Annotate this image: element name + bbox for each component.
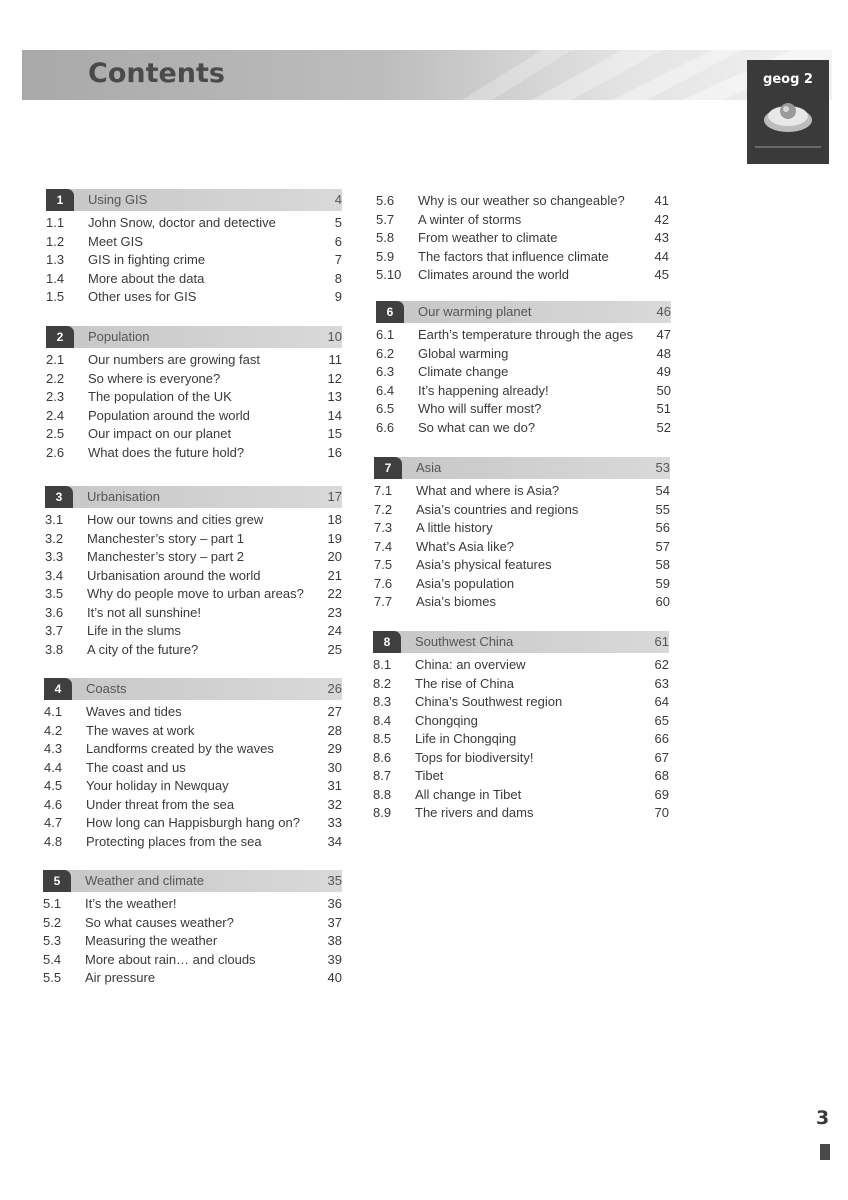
entry-title: Manchester’s story – part 2 <box>87 549 245 564</box>
toc-entry[interactable] <box>376 229 669 248</box>
entry-page: 59 <box>655 575 670 591</box>
entry-number: 4.7 <box>44 815 63 830</box>
entry-page: 23 <box>327 604 342 620</box>
entry-number: 8.7 <box>373 768 392 783</box>
toc-entry[interactable] <box>373 804 669 823</box>
toc-entry[interactable] <box>46 351 342 370</box>
entry-title: Our numbers are growing fast <box>88 352 260 367</box>
section-title: Population <box>88 329 150 344</box>
toc-entry[interactable] <box>376 326 671 345</box>
toc-entry[interactable] <box>46 388 342 407</box>
toc-entry[interactable] <box>374 575 670 594</box>
entry-page: 49 <box>656 364 671 379</box>
section-title: Our warming planet <box>418 304 532 319</box>
entry-title: The factors that influence climate <box>418 248 609 264</box>
entry-number: 2.1 <box>46 352 65 367</box>
entry-title: China’s Southwest region <box>415 694 563 709</box>
toc-entry[interactable] <box>374 538 670 557</box>
toc-entry[interactable] <box>374 519 670 538</box>
entry-page: 12 <box>327 370 342 386</box>
entry-number: 6.5 <box>376 401 395 416</box>
page-marker <box>820 1144 830 1160</box>
section-number: 2 <box>46 326 74 348</box>
entry-title: Asia’s physical features <box>416 557 552 572</box>
entry-title: Why do people move to urban areas? <box>87 586 304 601</box>
entry-number: 5.8 <box>376 230 395 245</box>
entry-number: 2.4 <box>46 407 65 423</box>
section-page: 35 <box>327 873 342 888</box>
entry-page: 13 <box>327 389 342 404</box>
entry-number: 5.1 <box>43 896 62 911</box>
entry-number: 4.5 <box>44 778 63 793</box>
section-page: 10 <box>327 329 342 344</box>
entry-page: 63 <box>654 675 669 691</box>
entry-number: 8.2 <box>373 675 392 691</box>
toc-entry[interactable] <box>44 796 342 815</box>
toc-entry[interactable] <box>374 593 670 612</box>
section-page: 53 <box>655 460 670 475</box>
entry-title: The population of the UK <box>88 389 232 404</box>
entry-number: 8.4 <box>373 712 392 728</box>
entry-number: 1.3 <box>46 252 65 267</box>
entry-title: The waves at work <box>86 722 195 738</box>
entry-title: What does the future hold? <box>88 444 245 460</box>
entry-title: Our impact on our planet <box>88 426 232 441</box>
entry-number: 3.5 <box>45 586 64 601</box>
section-5 <box>43 870 342 988</box>
entry-number: 7.2 <box>374 501 393 517</box>
entry-title: What and where is Asia? <box>416 483 560 498</box>
entry-number: 8.1 <box>373 657 392 672</box>
entry-page: 36 <box>327 896 342 911</box>
entry-number: 7.7 <box>374 594 393 609</box>
section-3 <box>45 486 342 659</box>
entry-number: 1.5 <box>46 289 65 304</box>
entry-page: 22 <box>327 586 342 601</box>
toc-entry[interactable] <box>46 407 342 426</box>
entry-title: How our towns and cities grew <box>87 512 264 527</box>
entry-title: Asia’s countries and regions <box>416 501 579 517</box>
entry-title: Population around the world <box>88 407 250 423</box>
toc-entry[interactable] <box>373 786 669 805</box>
entry-number: 2.6 <box>46 444 65 460</box>
section-4 <box>44 678 342 851</box>
entry-page: 25 <box>327 641 342 657</box>
section-header[interactable] <box>46 326 342 348</box>
entry-title: GIS in fighting crime <box>88 252 206 267</box>
entry-page: 44 <box>654 248 669 264</box>
entry-page: 65 <box>654 712 669 728</box>
toc-entry[interactable] <box>374 501 670 520</box>
section-title: Asia <box>416 460 442 475</box>
entry-page: 16 <box>327 444 342 460</box>
section-title: Using GIS <box>88 192 148 207</box>
entry-page: 5 <box>334 215 342 230</box>
entry-page: 51 <box>656 401 671 416</box>
toc-entry[interactable] <box>46 233 342 252</box>
entry-title: Waves and tides <box>86 704 182 719</box>
entry-title: A city of the future? <box>87 641 199 657</box>
entry-page: 52 <box>656 419 671 435</box>
section-title: Weather and climate <box>85 873 204 888</box>
entry-page: 64 <box>654 694 669 709</box>
toc-entry[interactable] <box>44 722 342 741</box>
entry-page: 18 <box>327 512 342 527</box>
entry-title: Earth’s temperature through the ages <box>418 327 634 342</box>
entry-title: So where is everyone? <box>88 370 221 386</box>
toc-entry[interactable] <box>373 693 669 712</box>
section-6 <box>376 301 671 437</box>
entry-title: More about the data <box>88 270 205 286</box>
entry-number: 5.9 <box>376 248 395 264</box>
section-number: 4 <box>44 678 72 700</box>
section-header[interactable] <box>46 189 342 211</box>
toc-entry[interactable] <box>373 656 669 675</box>
entry-page: 60 <box>655 594 670 609</box>
entry-title: Protecting places from the sea <box>86 833 262 849</box>
entry-page: 31 <box>327 778 342 793</box>
toc-entry[interactable] <box>376 382 671 401</box>
entry-number: 6.3 <box>376 364 395 379</box>
section-header[interactable] <box>376 301 671 323</box>
entry-number: 3.3 <box>45 549 64 564</box>
entry-number: 3.2 <box>45 530 64 546</box>
entry-page: 66 <box>654 731 669 746</box>
entry-page: 8 <box>334 270 342 286</box>
entry-number: 6.4 <box>376 382 395 398</box>
toc-entry[interactable] <box>44 814 342 833</box>
entry-page: 57 <box>655 538 670 554</box>
toc-entry[interactable] <box>376 419 671 438</box>
section-page: 17 <box>327 489 342 504</box>
toc-entry[interactable] <box>376 266 669 285</box>
entry-title: Chongqing <box>415 712 478 728</box>
entry-number: 8.8 <box>373 786 392 802</box>
entry-number: 1.1 <box>46 215 65 230</box>
toc-entry[interactable] <box>376 363 671 382</box>
entry-title: Global warming <box>418 345 509 361</box>
entry-title: Climate change <box>418 364 509 379</box>
toc-entry[interactable] <box>376 248 669 267</box>
entry-page: 43 <box>654 230 669 245</box>
toc-entry[interactable] <box>45 604 342 623</box>
contents-banner <box>22 50 832 100</box>
entry-title: Air pressure <box>85 970 156 985</box>
toc-entry[interactable] <box>46 270 342 289</box>
entry-number: 4.6 <box>44 796 63 812</box>
toc-entry[interactable] <box>43 969 342 988</box>
entry-number: 4.2 <box>44 722 63 738</box>
entry-title: The coast and us <box>86 759 186 775</box>
entry-page: 62 <box>654 657 669 672</box>
section-title: Urbanisation <box>87 489 160 504</box>
toc-entry[interactable] <box>46 251 342 270</box>
toc-entry[interactable] <box>45 585 342 604</box>
entry-number: 6.2 <box>376 345 395 361</box>
entry-title: So what causes weather? <box>85 914 234 930</box>
section-page: 4 <box>334 192 342 207</box>
entry-number: 2.3 <box>46 389 65 404</box>
section-page: 26 <box>327 681 342 696</box>
entry-title: Climates around the world <box>418 267 570 282</box>
entry-page: 6 <box>334 233 342 249</box>
section-header[interactable] <box>45 486 342 508</box>
toc-entry[interactable] <box>45 530 342 549</box>
entry-page: 15 <box>327 426 342 441</box>
entry-title: It’s not all sunshine! <box>87 604 201 620</box>
entry-number: 4.1 <box>44 704 63 719</box>
section-title: Coasts <box>86 681 127 696</box>
entry-number: 4.3 <box>44 741 63 756</box>
entry-page: 27 <box>327 704 342 719</box>
toc-entry[interactable] <box>45 641 342 660</box>
section-number: 8 <box>373 631 401 653</box>
entry-title: Manchester’s story – part 1 <box>87 530 245 546</box>
entry-title: A little history <box>416 520 493 535</box>
section-number: 7 <box>374 457 402 479</box>
entry-number: 1.2 <box>46 233 65 249</box>
entry-page: 33 <box>327 815 342 830</box>
toc-entry[interactable] <box>373 675 669 694</box>
cover-globe-icon <box>759 96 817 136</box>
entry-title: How long can Happisburgh hang on? <box>86 815 300 830</box>
section-page: 46 <box>656 304 671 319</box>
page-number: 3 <box>816 1107 830 1129</box>
entry-number: 7.3 <box>374 520 393 535</box>
toc-entry[interactable] <box>45 511 342 530</box>
entry-title: Under threat from the sea <box>86 796 235 812</box>
entry-title: It’s the weather! <box>85 896 177 911</box>
section-1 <box>46 189 342 307</box>
toc-entry[interactable] <box>44 833 342 852</box>
section-header[interactable] <box>44 678 342 700</box>
toc-entry[interactable] <box>45 567 342 586</box>
toc-entry[interactable] <box>374 482 670 501</box>
entry-number: 8.6 <box>373 749 392 765</box>
entry-title: Tibet <box>415 768 444 783</box>
entry-page: 20 <box>327 549 342 564</box>
entry-page: 42 <box>654 211 669 227</box>
entry-page: 30 <box>327 759 342 775</box>
entry-title: Other uses for GIS <box>88 289 197 304</box>
section-2 <box>46 326 342 462</box>
entry-page: 29 <box>327 741 342 756</box>
entry-title: Landforms created by the waves <box>86 741 274 756</box>
entry-page: 38 <box>327 933 342 948</box>
toc-entry[interactable] <box>376 192 669 211</box>
toc-entry[interactable] <box>374 556 670 575</box>
entry-number: 3.1 <box>45 512 64 527</box>
entry-title: A winter of storms <box>418 211 522 227</box>
book-cover <box>747 60 829 164</box>
section-number: 5 <box>43 870 71 892</box>
entry-number: 5.10 <box>376 267 402 282</box>
entry-number: 5.5 <box>43 970 62 985</box>
entry-number: 3.7 <box>45 623 64 638</box>
entry-page: 50 <box>656 382 671 398</box>
entry-page: 39 <box>327 951 342 967</box>
toc-entry[interactable] <box>376 400 671 419</box>
cover-footer-line <box>755 146 821 148</box>
toc-entry[interactable] <box>43 895 342 914</box>
entry-title: It’s happening already! <box>418 382 549 398</box>
entry-number: 4.8 <box>44 833 63 849</box>
entry-title: So what can we do? <box>418 419 536 435</box>
entry-title: Who will suffer most? <box>418 401 542 416</box>
entry-number: 7.4 <box>374 538 393 554</box>
section-number: 3 <box>45 486 73 508</box>
section-number: 1 <box>46 189 74 211</box>
toc-entry[interactable] <box>373 749 669 768</box>
entry-number: 7.6 <box>374 575 393 591</box>
entry-title: Measuring the weather <box>85 933 218 948</box>
entry-page: 58 <box>655 557 670 572</box>
toc-entry[interactable] <box>46 214 342 233</box>
toc-entry[interactable] <box>43 951 342 970</box>
toc-entry[interactable] <box>43 932 342 951</box>
entry-number: 6.1 <box>376 327 395 342</box>
section-title: Southwest China <box>415 634 514 649</box>
entry-number: 1.4 <box>46 270 65 286</box>
entry-number: 2.2 <box>46 370 65 386</box>
entry-page: 14 <box>327 407 342 423</box>
toc-entry[interactable] <box>43 914 342 933</box>
toc-entry[interactable] <box>45 548 342 567</box>
toc-entry[interactable] <box>44 740 342 759</box>
toc-entry[interactable] <box>46 370 342 389</box>
entry-page: 7 <box>334 252 342 267</box>
entry-page: 37 <box>327 914 342 930</box>
cover-title: geog 2 <box>763 72 813 87</box>
page-title: Contents <box>88 58 226 89</box>
section-header[interactable] <box>43 870 342 892</box>
toc-entry[interactable] <box>376 211 669 230</box>
toc-entry[interactable] <box>373 712 669 731</box>
entry-page: 9 <box>334 289 342 304</box>
toc-entry[interactable] <box>45 622 342 641</box>
entry-title: The rivers and dams <box>415 805 534 820</box>
section-number: 6 <box>376 301 404 323</box>
entry-page: 47 <box>656 327 671 342</box>
toc-entry[interactable] <box>44 703 342 722</box>
entry-number: 5.2 <box>43 914 62 930</box>
toc-entry[interactable] <box>44 777 342 796</box>
section-8 <box>373 631 669 823</box>
entry-page: 28 <box>327 722 342 738</box>
entry-title: Asia’s biomes <box>416 594 496 609</box>
entry-number: 7.1 <box>374 483 393 498</box>
section-header[interactable] <box>373 631 669 653</box>
entry-page: 11 <box>328 352 342 367</box>
section-continued <box>376 189 669 285</box>
entry-page: 70 <box>654 805 669 820</box>
entry-page: 48 <box>656 345 671 361</box>
section-header[interactable] <box>374 457 670 479</box>
toc-entry[interactable] <box>46 288 342 307</box>
entry-title: All change in Tibet <box>415 786 522 802</box>
entry-title: What’s Asia like? <box>416 538 515 554</box>
entry-page: 54 <box>655 483 670 498</box>
entry-page: 67 <box>654 749 669 765</box>
entry-number: 5.4 <box>43 951 62 967</box>
toc-entry[interactable] <box>46 425 342 444</box>
entry-number: 3.8 <box>45 641 64 657</box>
toc-entry[interactable] <box>373 730 669 749</box>
toc-entry[interactable] <box>376 345 671 364</box>
entry-page: 24 <box>327 623 342 638</box>
entry-number: 4.4 <box>44 759 63 775</box>
entry-number: 7.5 <box>374 557 393 572</box>
entry-title: John Snow, doctor and detective <box>88 215 276 230</box>
entry-page: 69 <box>654 786 669 802</box>
entry-page: 19 <box>327 530 342 546</box>
entry-title: Life in Chongqing <box>415 731 517 746</box>
entry-title: From weather to climate <box>418 230 558 245</box>
entry-page: 21 <box>327 567 342 583</box>
entry-number: 3.4 <box>45 567 64 583</box>
entry-number: 5.7 <box>376 211 395 227</box>
entry-number: 2.5 <box>46 426 65 441</box>
entry-number: 8.3 <box>373 694 392 709</box>
entry-page: 45 <box>654 267 669 282</box>
entry-title: Your holiday in Newquay <box>86 778 229 793</box>
entry-page: 55 <box>655 501 670 517</box>
entry-page: 56 <box>655 520 670 535</box>
entry-title: Tops for biodiversity! <box>415 749 534 765</box>
entry-title: Life in the slums <box>87 623 181 638</box>
entry-number: 8.5 <box>373 731 392 746</box>
toc-entry[interactable] <box>373 767 669 786</box>
toc-entry[interactable] <box>46 444 342 463</box>
entry-page: 41 <box>654 193 669 208</box>
section-7 <box>374 457 670 612</box>
toc-entry[interactable] <box>44 759 342 778</box>
entry-page: 68 <box>654 768 669 783</box>
section-page: 61 <box>654 634 669 649</box>
entry-title: More about rain… and clouds <box>85 951 256 967</box>
entry-number: 6.6 <box>376 419 395 435</box>
entry-title: Urbanisation around the world <box>87 567 261 583</box>
entry-title: Asia’s population <box>416 575 515 591</box>
entry-page: 32 <box>327 796 342 812</box>
entry-page: 40 <box>327 970 342 985</box>
entry-number: 8.9 <box>373 805 392 820</box>
entry-number: 3.6 <box>45 604 64 620</box>
entry-title: Meet GIS <box>88 233 143 249</box>
entry-number: 5.6 <box>376 193 395 208</box>
entry-page: 34 <box>327 833 342 849</box>
entry-title: The rise of China <box>415 675 514 691</box>
entry-title: Why is our weather so changeable? <box>418 193 625 208</box>
entry-title: China: an overview <box>415 657 526 672</box>
entry-number: 5.3 <box>43 933 62 948</box>
